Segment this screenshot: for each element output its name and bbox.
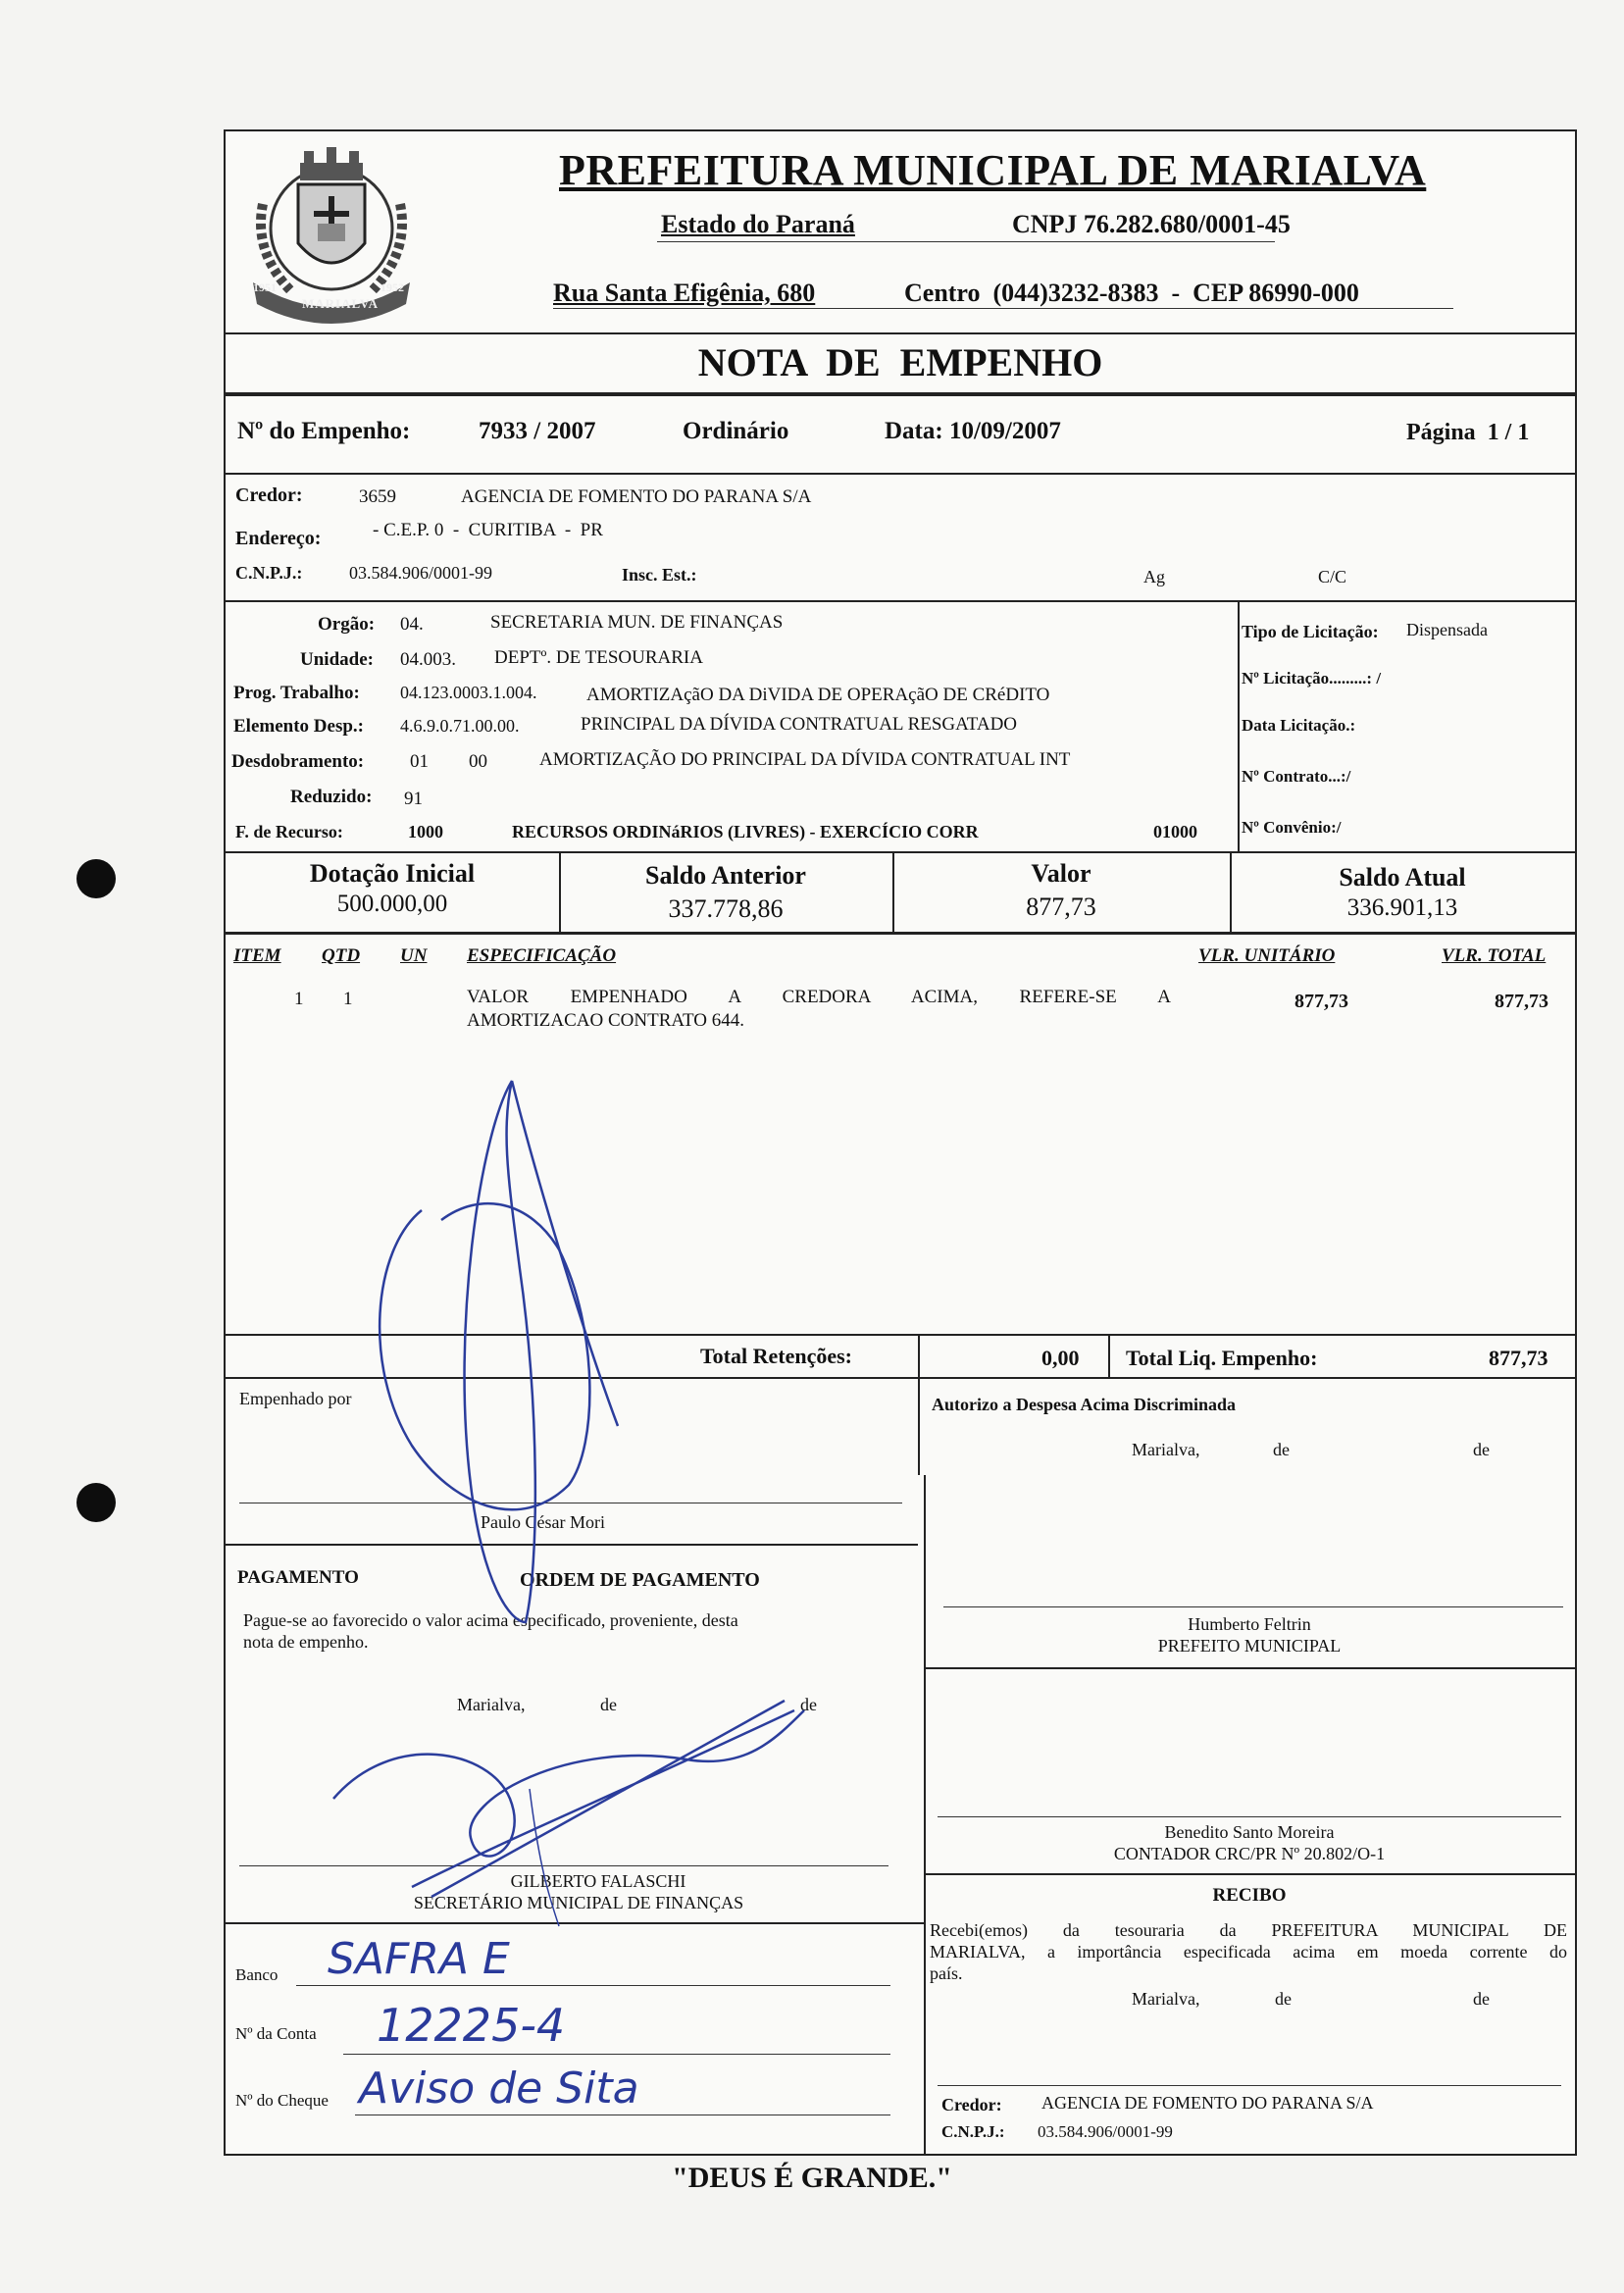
cheque-label: Nº do Cheque [235,2091,329,2110]
recibo-cnpj: 03.584.906/0001-99 [1038,2122,1173,2141]
autorizo-place: Marialva, [1132,1440,1200,1459]
total-liquido-label: Total Liq. Empenho: [1126,1346,1318,1370]
prog-trabalho-name: AMORTIZAçãO DA DiVIDA DE OPERAçãO DE CRéDITO [586,685,1050,705]
nota-de-empenho-form [224,129,1577,2156]
empenho-number-label: Nº do Empenho: [237,418,411,444]
elemento-desp-name: PRINCIPAL DA DÍVIDA CONTRATUAL RESGATADO [581,714,1018,735]
crest-year-right: 1952 [381,280,404,294]
dotacao-inicial-header: Dotação Inicial [309,859,476,888]
credor-address: - C.E.P. 0 - CURITIBA - PR [373,520,603,540]
orgao-label: Orgão: [318,614,376,635]
footer-motto: "DEUS É GRANDE." [672,2162,952,2194]
tipo-licitacao-value: Dispensada [1406,620,1488,639]
prog-trabalho-label: Prog. Trabalho: [233,683,360,703]
fonte-recurso-number: 01000 [1153,822,1197,841]
col-header-un: UN [400,945,428,966]
item-unit-value: 877,73 [1294,991,1348,1012]
recibo-credor-label: Credor: [941,2095,1002,2115]
handwritten-signature-mori [363,1073,853,1661]
conta-value: 12225-4 [377,1999,566,2052]
dotacao-inicial-value: 500.000,00 [336,891,448,917]
item-spec-line-1: VALOR EMPENHADO A CREDORA ACIMA, REFERE-SE A [467,987,1171,1007]
pagamento-de-2: de [800,1695,817,1714]
empenho-date: Data: 10/09/2007 [885,418,1061,444]
empenho-type: Ordinário [683,418,789,444]
saldo-anterior-header: Saldo Anterior [645,861,806,890]
col-header-qtd: QTD [322,945,361,966]
municipality-street: Rua Santa Efigênia, 680 [553,279,816,307]
municipality-title: PREFEITURA MUNICIPAL DE MARIALVA [559,146,1427,194]
data-licitacao: Data Licitação.: [1242,716,1356,735]
desdobramento-name: AMORTIZAÇÃO DO PRINCIPAL DA DÍVIDA CONTRATUAL INT [539,749,1071,770]
item-total-value: 877,73 [1495,991,1548,1012]
contador-role: CONTADOR CRC/PR Nº 20.802/O-1 [1113,1844,1386,1863]
saldo-anterior-value: 337.778,86 [668,894,784,923]
recibo-signature-line [938,2085,1561,2086]
saldo-atual-value: 336.901,13 [1346,894,1458,921]
recibo-de-1: de [1275,1989,1292,2009]
crest-year-left: 1951 [253,280,277,294]
numero-convenio: Nº Convênio:/ [1242,818,1342,837]
unidade-name: DEPTº. DE TESOURARIA [494,647,703,668]
valor-header: Valor [1031,859,1091,888]
crest-banner-text: MARIALVA [302,296,380,311]
numero-contrato: Nº Contrato...:/ [1242,767,1351,786]
autorizo-label: Autorizo a Despesa Acima Discriminada [932,1395,1236,1414]
ag-label: Ag [1143,567,1165,586]
unidade-label: Unidade: [300,649,374,670]
recibo-cnpj-label: C.N.P.J.: [941,2122,1005,2141]
pagamento-place: Marialva, [457,1695,526,1714]
insc-est-label: Insc. Est.: [622,565,697,585]
state-name: Estado do Paraná [661,210,855,238]
recibo-text-line-2: MARIALVA, a importância especificada acima em moeda corrente do [930,1942,1567,1962]
pague-text-line-2: nota de empenho. [243,1632,369,1652]
municipality-contact: Centro (044)3232-8383 - CEP 86990-000 [904,279,1359,307]
fonte-recurso-name: RECURSOS ORDINáRIOS (LIVRES) - EXERCÍCIO CORR [512,822,979,841]
fonte-recurso-label: F. de Recurso: [235,822,343,841]
recibo-place: Marialva, [1132,1989,1200,2009]
cheque-value: Aviso de Sita [359,2064,639,2114]
elemento-desp-code: 4.6.9.0.71.00.00. [400,716,520,736]
autorizo-de-1: de [1273,1440,1290,1459]
secretario-role: SECRETÁRIO MUNICIPAL DE FINANÇAS [413,1893,744,1912]
col-header-vlr-unitario: VLR. UNITÁRIO [1198,945,1336,966]
address-label: Endereço: [235,528,322,549]
pagamento-label: PAGAMENTO [237,1567,359,1588]
elemento-desp-label: Elemento Desp.: [233,716,364,737]
fonte-recurso-code: 1000 [408,822,443,841]
reduzido-code: 91 [404,789,423,809]
col-header-item: ITEM [233,945,281,966]
saldo-atual-header: Saldo Atual [1339,863,1466,892]
credor-label: Credor: [235,484,303,506]
recibo-text-line-1: Recebi(emos) da tesouraria da PREFEITURA MUNICIPAL DE [930,1920,1567,1940]
handwritten-signature-falaschi [314,1642,824,1936]
autorizo-de-2: de [1473,1440,1490,1459]
credor-code: 3659 [359,486,396,507]
tipo-licitacao-label: Tipo de Licitação: [1242,622,1379,641]
ordem-pagamento-label: ORDEM DE PAGAMENTO [520,1569,760,1591]
punch-hole-top [76,859,116,898]
orgao-code: 04. [400,614,424,635]
prefeito-name: Humberto Feltrin [1188,1614,1311,1634]
desdobramento-label: Desdobramento: [231,751,365,772]
orgao-name: SECRETARIA MUN. DE FINANÇAS [490,612,784,633]
col-header-vlr-total: VLR. TOTAL [1442,945,1547,966]
banco-value: SAFRA E [328,1934,510,1984]
document-title: NOTA DE EMPENHO [697,340,1103,384]
punch-hole-bottom [76,1483,116,1522]
recibo-de-2: de [1473,1989,1490,2009]
municipality-cnpj: CNPJ 76.282.680/0001-45 [1012,210,1291,238]
recibo-text-line-3: país. [930,1963,963,1983]
page-number: Página 1 / 1 [1406,420,1530,445]
item-qtd: 1 [343,989,353,1009]
item-spec-line-2: AMORTIZACAO CONTRATO 644. [467,1010,744,1031]
unidade-code: 04.003. [400,649,456,670]
contador-signature-line [938,1816,1561,1817]
total-liquido-value: 877,73 [1489,1346,1548,1370]
desdobramento-code-1: 01 [410,751,429,772]
recibo-title: RECIBO [1212,1885,1287,1906]
cc-label: C/C [1318,567,1347,586]
prefeito-role: PREFEITO MUNICIPAL [1157,1636,1342,1656]
numero-licitacao: Nº Licitação.........: / [1242,669,1382,688]
cnpj-label: C.N.P.J.: [235,563,303,583]
municipal-crest [233,135,430,331]
conta-label: Nº da Conta [235,2024,317,2043]
contador-name: Benedito Santo Moreira [1164,1822,1335,1842]
reduzido-label: Reduzido: [290,787,373,807]
valor-value: 877,73 [1026,892,1096,921]
desdobramento-code-2: 00 [469,751,487,772]
item-number: 1 [294,989,304,1009]
empenhado-por-label: Empenhado por [239,1389,352,1408]
recibo-credor-name: AGENCIA DE FOMENTO DO PARANA S/A [1041,2093,1374,2113]
credor-name: AGENCIA DE FOMENTO DO PARANA S/A [461,486,812,507]
pagamento-de-1: de [600,1695,617,1714]
col-header-especificacao: ESPECIFICAÇÃO [467,945,617,966]
secretario-name: GILBERTO FALASCHI [510,1871,686,1891]
empenhado-name: Paulo César Mori [481,1512,605,1532]
prefeito-signature-line [943,1606,1563,1607]
banco-label: Banco [235,1965,279,1984]
credor-cnpj: 03.584.906/0001-99 [349,563,492,583]
pague-text-line-1: Pague-se ao favorecido o valor acima especificado, proveniente, desta [243,1610,738,1630]
total-retencoes-value: 0,00 [1041,1346,1080,1370]
total-retencoes-label: Total Retenções: [700,1344,852,1368]
prog-trabalho-code: 04.123.0003.1.004. [400,683,537,702]
empenho-number: 7933 / 2007 [479,418,596,444]
